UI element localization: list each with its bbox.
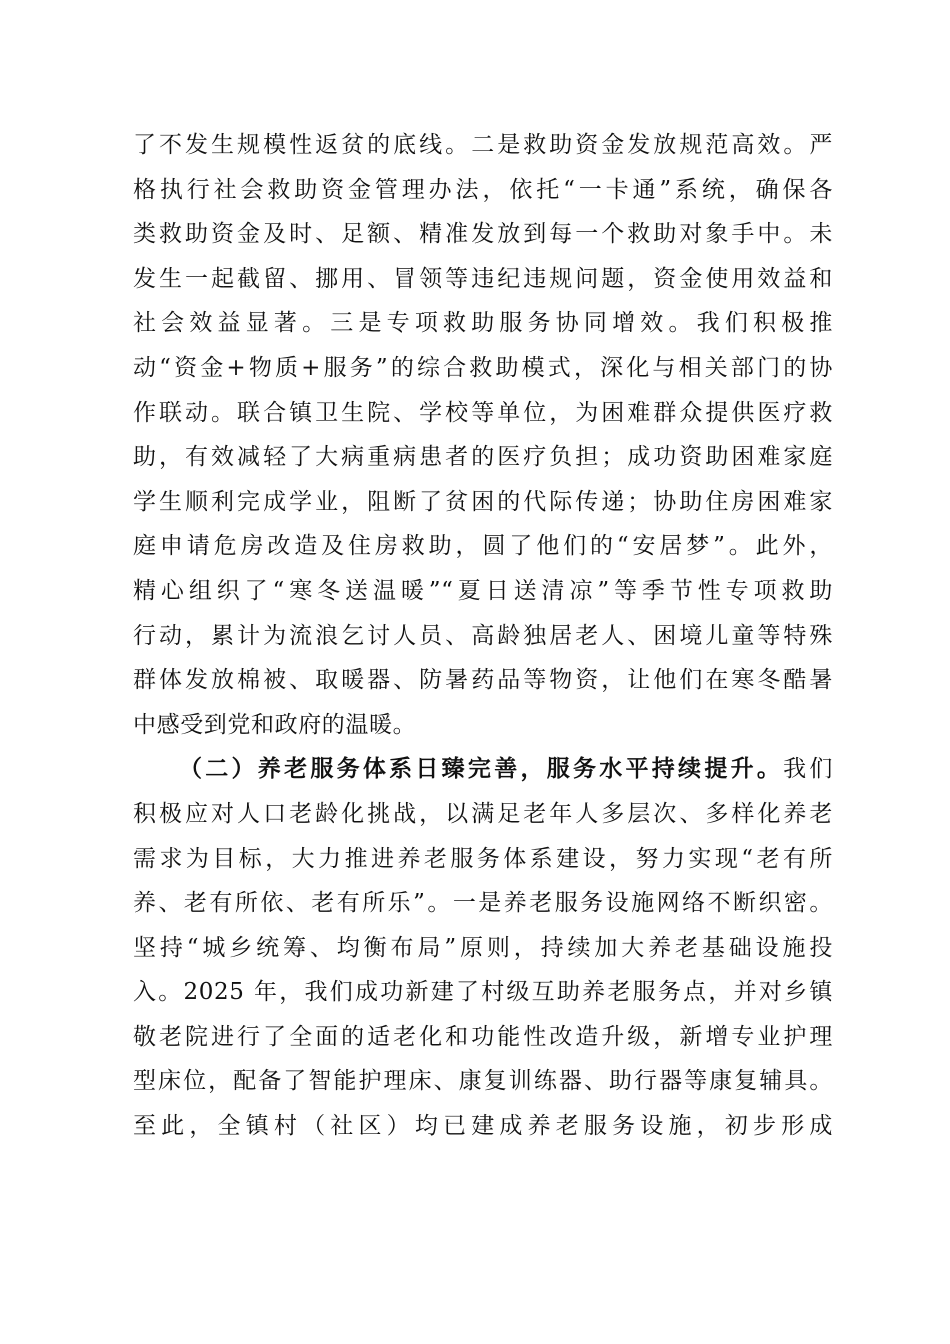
body-text [133,123,833,1149]
text-line: 了不发生规模性返贫的底线。二是救助资金发放规范高效。严 [133,132,833,158]
text-line: 格执行社会救助资金管理办法，依托“一卡通”系统，确保各 [133,176,833,203]
paragraph-elderly-care [133,747,833,1148]
text-line: 坚持“城乡统筹、均衡布局”原则，持续加大养老基础设施投 [133,934,833,961]
text-line: 庭申请危房改造及住房救助，圆了他们的“安居梦”。此外， [133,533,833,560]
text-line: 发生一起截留、挪用、冒领等违纪违规问题，资金使用效益和 [133,265,833,292]
text-line: 中感受到党和政府的温暖。 [133,711,417,738]
text-line: 需求为目标，大力推进养老服务体系建设，努力实现“老有所 [133,845,833,872]
text-line: 群体发放棉被、取暖器、防暑药品等物资，让他们在寒冬酷暑 [133,667,833,694]
section-heading-line [133,747,833,792]
text-line: 敬老院进行了全面的适老化和功能性改造升级，新增专业护理 [133,1023,833,1050]
text-line: 至此，全镇村（社区）均已建成养老服务设施，初步形成 [133,1113,833,1140]
text-line: 助，有效减轻了大病重病患者的医疗负担；成功资助困难家庭 [133,444,833,471]
section-heading: （二）养老服务体系日臻完善，服务水平持续提升。 [179,755,784,783]
text-line: 动“资金+物质+服务”的综合救助模式，深化与相关部门的协 [133,354,833,381]
heading-tail-text: 我们 [783,756,833,783]
text-line: 行动，累计为流浪乞讨人员、高龄独居老人、困境儿童等特殊 [133,622,833,649]
text-line: 入。2025 年，我们成功新建了村级互助养老服务点，并对乡镇 [133,979,833,1006]
text-line: 学生顺利完成学业，阻断了贫困的代际传递；协助住房困难家 [133,488,833,515]
text-line: 精心组织了“寒冬送温暖”“夏日送清凉”等季节性专项救助 [133,577,833,604]
text-line: 作联动。联合镇卫生院、学校等单位，为困难群众提供医疗救 [133,399,833,426]
text-line: 养、老有所依、老有所乐”。一是养老服务设施网络不断织密。 [133,890,833,917]
text-line: 社会效益显著。三是专项救助服务协同增效。我们积极推 [133,310,833,337]
paragraph-social-assistance [133,123,833,747]
text-line: 积极应对人口老龄化挑战，以满足老年人多层次、多样化养老 [133,800,833,827]
text-line: 类救助资金及时、足额、精准发放到每一个救助对象手中。未 [133,221,833,248]
text-line: 型床位，配备了智能护理床、康复训练器、助行器等康复辅具。 [133,1068,833,1095]
